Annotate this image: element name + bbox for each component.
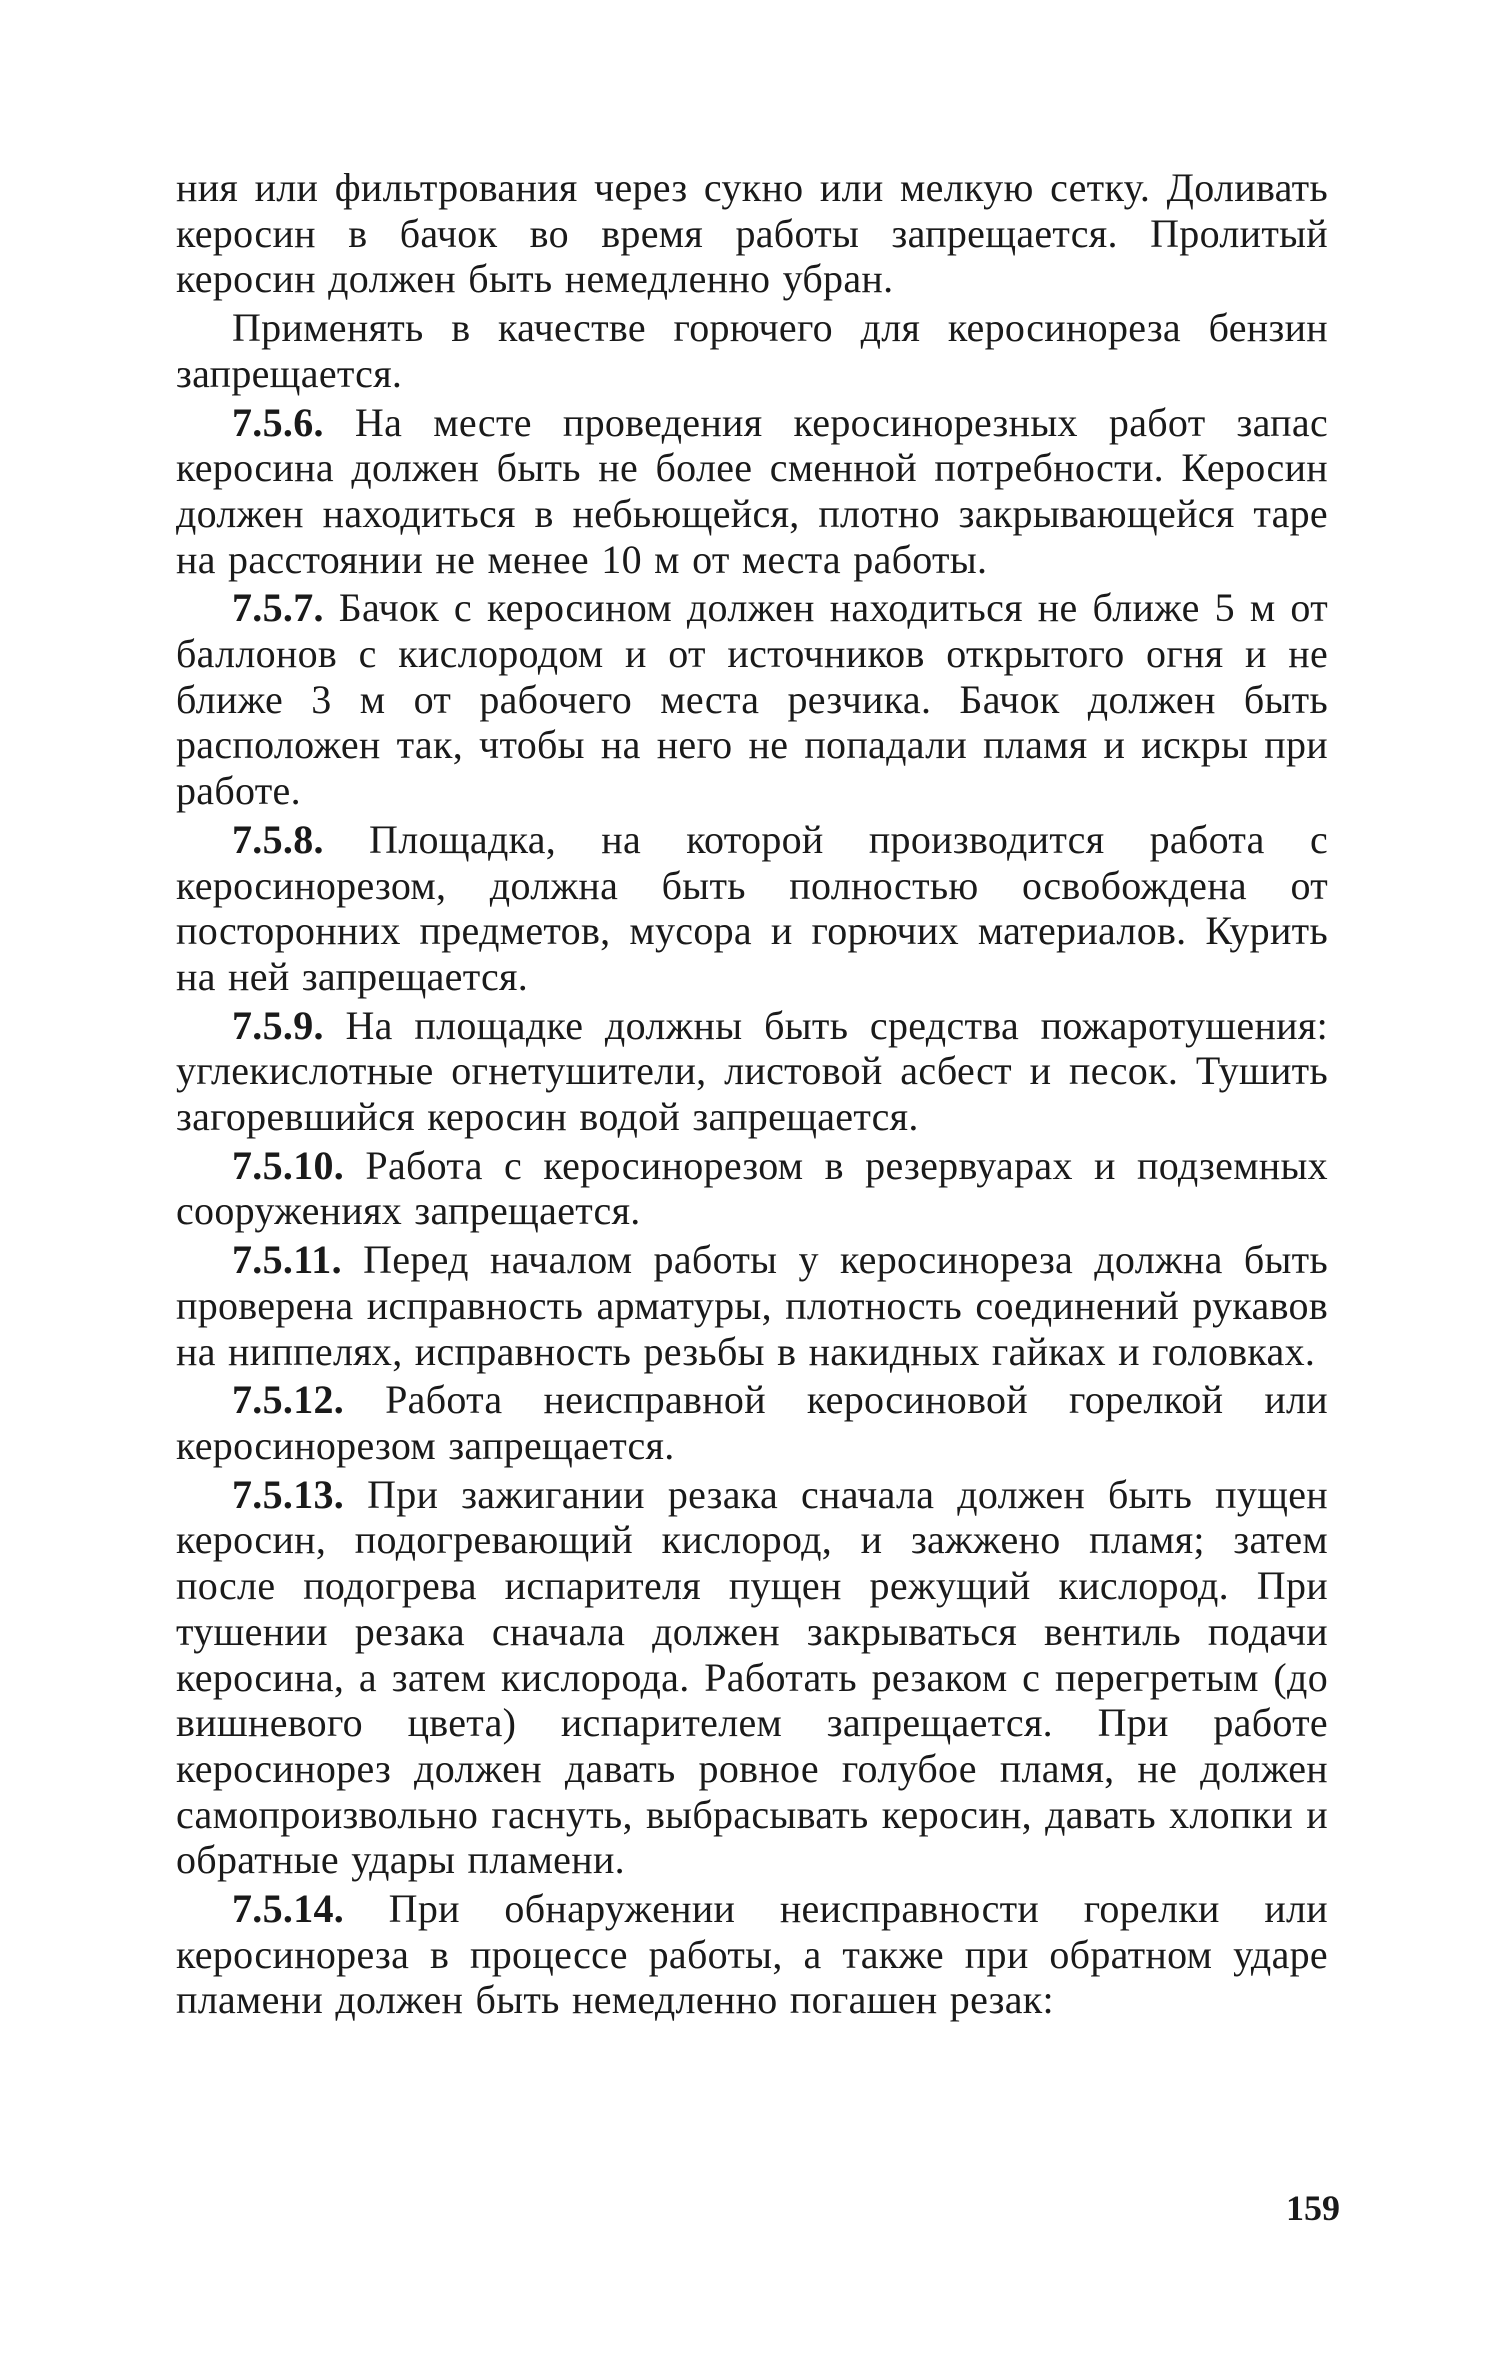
clause-number: 7.5.6. — [232, 399, 324, 445]
clause-number: 7.5.10. — [232, 1142, 345, 1188]
paragraph-continuation — [176, 165, 1328, 302]
paragraph-text: Работа с керосинорезом в резервуарах и подземных сооружениях запрещается. — [176, 1142, 1328, 1234]
paragraph-7-5-7 — [176, 585, 1328, 814]
paragraph-gasoline-ban — [176, 305, 1328, 396]
paragraph-7-5-6 — [176, 400, 1328, 583]
paragraph-text: Применять в качестве горючего для керосинореза бензин запрещается. — [176, 305, 1328, 396]
clause-number: 7.5.13. — [232, 1471, 345, 1517]
page-number: 159 — [1286, 2188, 1340, 2228]
paragraph-text: Перед началом работы у керосинореза должна быть проверена исправность арматуры, плотность соединений рукавов на ниппелях, исправность резьбы в накидных гайках и головках. — [176, 1237, 1328, 1374]
page-body — [176, 165, 1328, 2026]
paragraph-text: Работа неисправной керосиновой горелкой или керосинорезом запрещается. — [176, 1377, 1328, 1468]
paragraph-text: На месте проведения керосинорезных работ запас керосина должен быть не более сменной потребности. Керосин должен находиться в небьющейся, плотно закрывающейся таре на расстоянии не менее 10 м от места работы. — [176, 399, 1328, 582]
clause-number: 7.5.14. — [232, 1886, 345, 1932]
paragraph-text: Бачок с керосином должен находиться не ближе 5 м от баллонов с кислородом и от источников открытого огня и не ближе 3 м от рабочего места резчика. Бачок должен быть расположен так, чтобы на него не попадали пламя и искры при работе. — [176, 585, 1328, 814]
paragraph-7-5-12 — [176, 1377, 1328, 1468]
paragraph-7-5-11 — [176, 1237, 1328, 1374]
paragraph-text: На площадке должны быть средства пожаротушения: углекислотные огнетушители, листовой асбест и песок. Тушить загоревшийся керосин водой запрещается. — [176, 1002, 1328, 1140]
clause-number: 7.5.9. — [232, 1002, 324, 1048]
clause-number: 7.5.7. — [232, 585, 324, 631]
paragraph-7-5-8 — [176, 817, 1328, 1000]
paragraph-text: ния или фильтрования через сукно или мелкую сетку. Доливать керосин в бачок во время работы запрещается. Пролитый керосин должен быть немедленно убран. — [176, 165, 1328, 302]
paragraph-7-5-10 — [176, 1143, 1328, 1234]
paragraph-7-5-9 — [176, 1003, 1328, 1140]
paragraph-text: При обнаружении неисправности горелки или керосинореза в процессе работы, а также при обратном ударе пламени должен быть немедленно погашен резак: — [176, 1886, 1328, 2023]
paragraph-text: При зажигании резака сначала должен быть пущен керосин, подогревающий кислород, и зажжено пламя; затем после подогрева испарителя пущен режущий кислород. При тушении резака сначала должен закрываться вентиль подачи керосина, а затем кислорода. Работать резаком с перегретым (до вишневого цвета) испарителем запрещается. При работе керосинорез должен давать ровное голубое пламя, не должен самопроизвольно гаснуть, выбрасывать керосин, давать хлопки и обратные удары пламени. — [176, 1471, 1328, 1883]
clause-number: 7.5.12. — [232, 1377, 345, 1423]
clause-number: 7.5.11. — [232, 1237, 342, 1283]
clause-number: 7.5.8. — [232, 816, 324, 862]
paragraph-7-5-14 — [176, 1886, 1328, 2023]
paragraph-7-5-13 — [176, 1472, 1328, 1883]
paragraph-text: Площадка, на которой производится работа с керосинорезом, должна быть полностью освобождена от посторонних предметов, мусора и горючих материалов. Курить на ней запрещается. — [176, 816, 1328, 999]
